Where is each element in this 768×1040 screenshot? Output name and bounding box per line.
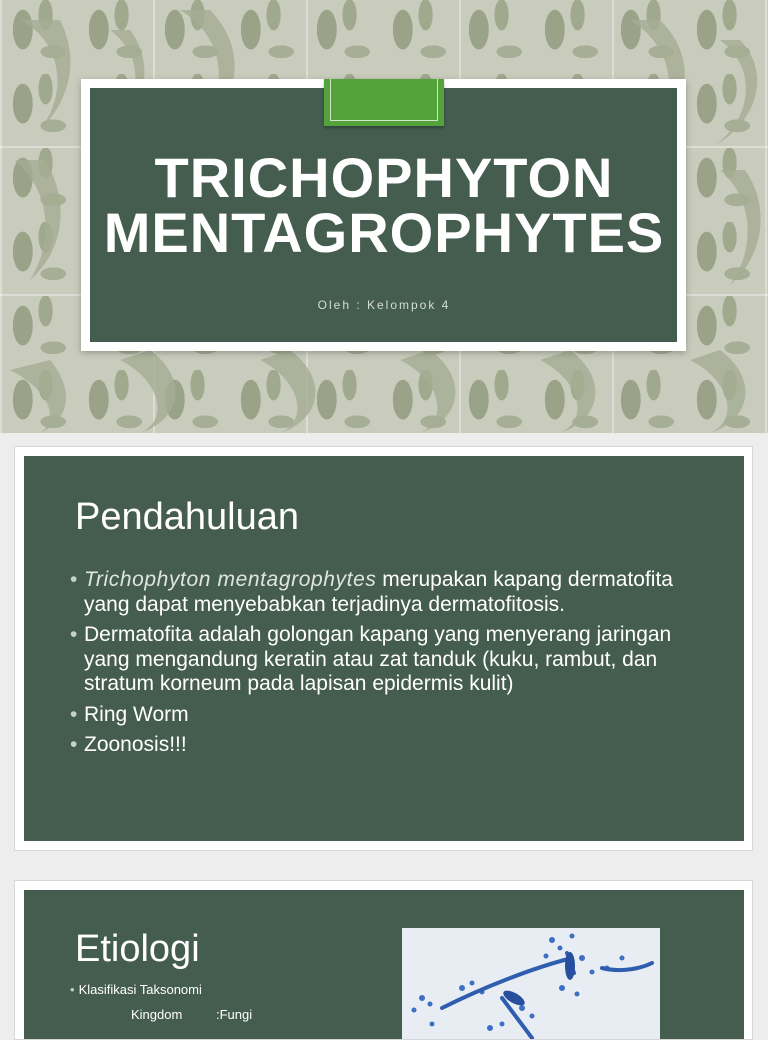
species-name: Trichophyton mentagrophytes (84, 568, 377, 591)
taxonomy-label: Kingdom (131, 1007, 183, 1022)
bullet-item (70, 982, 202, 997)
bullet-text: Ring Worm (84, 702, 189, 726)
title-slide (0, 0, 768, 433)
bullet-text: Dermatofita adalah golongan kapang yang menyerang jaringan yang mengandung keratin atau zat tanduk (kuku, rambut, dan stratum korneum pada lapisan epidermis kulit) (84, 623, 672, 695)
subtitle: Oleh : Kelompok 4 (317, 298, 451, 312)
bullet-item (70, 568, 710, 617)
main-title-line-1: TRICHOPHYTON (154, 146, 614, 209)
micrograph-image (402, 928, 660, 1039)
bullet-item (70, 703, 710, 728)
bullet-list (70, 568, 710, 764)
bullet-dot: • (70, 702, 78, 726)
bullet-dot: • (70, 982, 75, 997)
micrograph-illustration (402, 928, 660, 1039)
bullet-text: Zoonosis!!! (84, 733, 187, 756)
slide-heading: Etiologi (75, 928, 200, 970)
taxonomy-row (131, 1007, 252, 1022)
pendahuluan-slide (14, 446, 753, 851)
bullet-list (70, 982, 202, 997)
bullet-item (70, 733, 710, 758)
accent-tab-border (330, 79, 438, 121)
pendahuluan-panel (24, 456, 744, 841)
bullet-dot: • (70, 623, 78, 646)
bullet-text: Klasifikasi Taksonomi (78, 982, 202, 997)
bullet-item (70, 623, 710, 697)
etiologi-slide (14, 880, 753, 1040)
slide-heading: Pendahuluan (75, 496, 299, 538)
bullet-text: merupakan kapang dermatofita yang dapat menyebabkan terjadinya dermatofitosis. (84, 568, 673, 616)
taxonomy-value: :Fungi (216, 1007, 253, 1022)
etiologi-panel (24, 890, 744, 1039)
main-title (0, 146, 768, 264)
accent-tab (324, 79, 444, 126)
main-title-line-2: MENTAGROPHYTES (103, 201, 665, 264)
bullet-dot: • (70, 568, 78, 591)
bullet-dot: • (70, 733, 78, 756)
